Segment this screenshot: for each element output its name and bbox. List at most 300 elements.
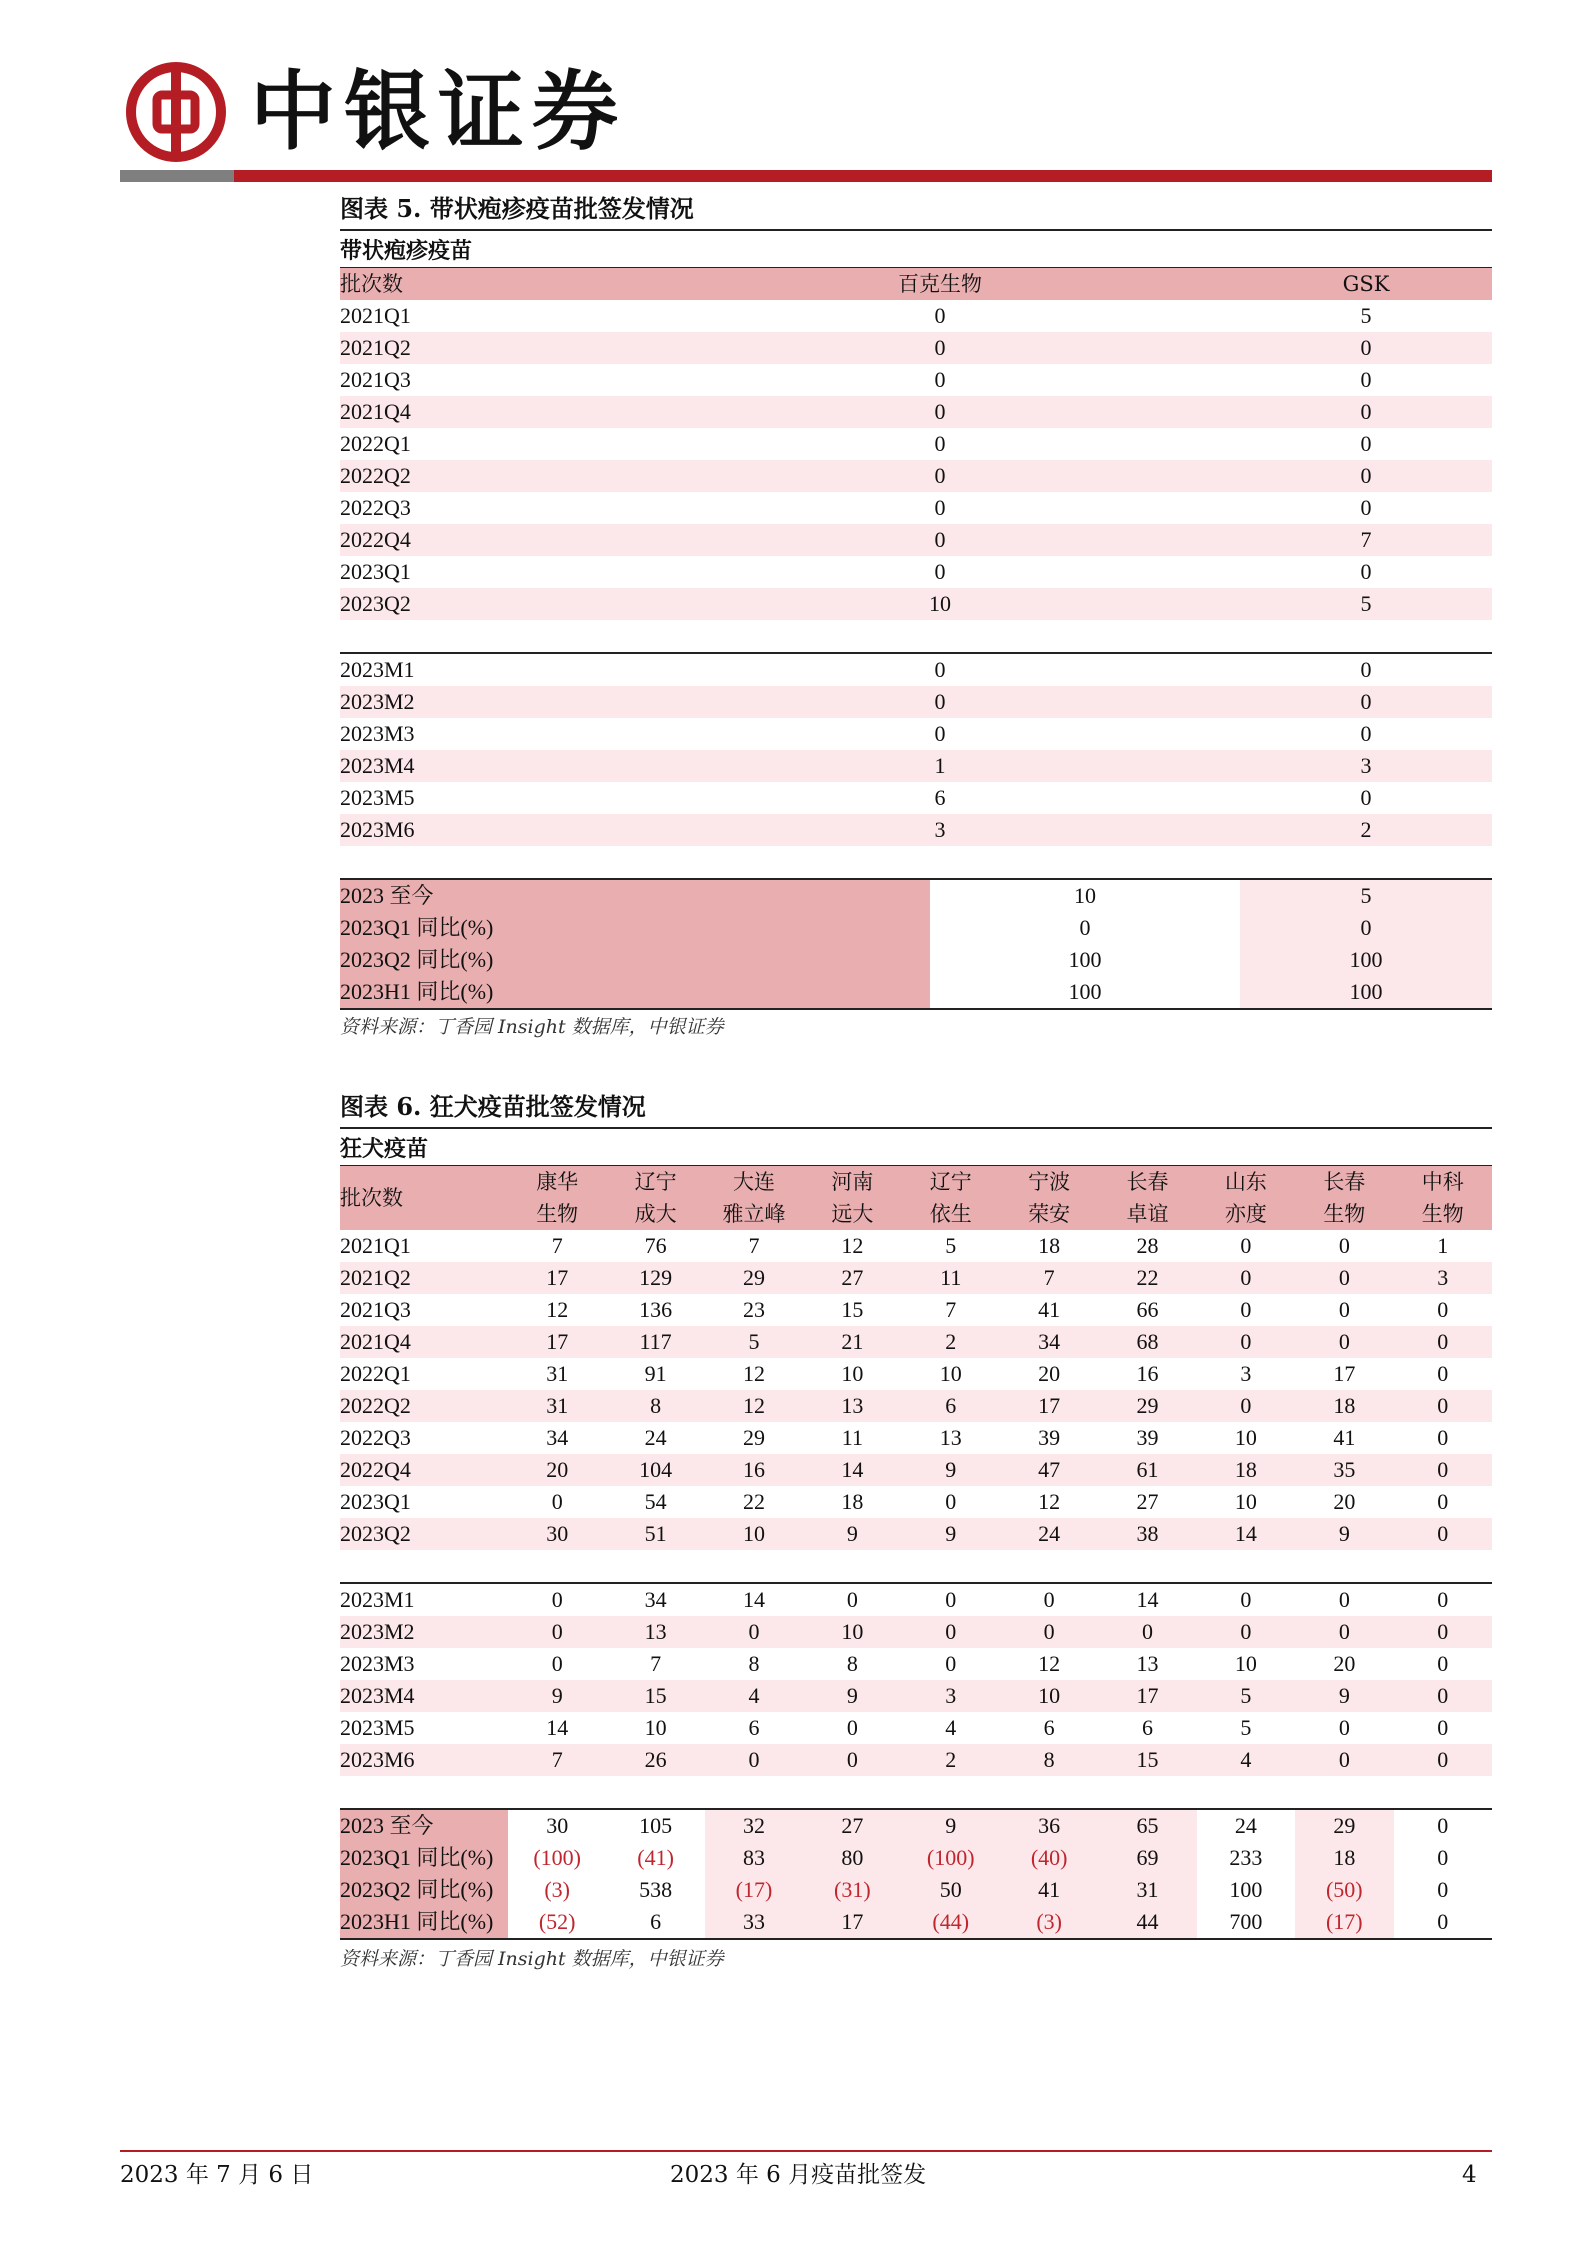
fig6-row-label: 2022Q4 [340,1457,411,1482]
fig6-table [340,1166,1492,1940]
fig6-col-header [803,1166,901,1230]
fig6-cell: (3) [544,1877,571,1902]
fig5-table [340,268,1492,1010]
fig6-cell: 38 [1136,1521,1159,1546]
fig5-table-row [340,750,1492,782]
page-number: 4 [1462,2162,1477,2188]
bank-logo-icon [126,62,226,162]
fig5-col-header: 批次数 [340,272,403,296]
fig5-table-row [340,332,1492,364]
fig6-cell: 13 [841,1393,864,1418]
fig6-cell: 69 [1098,1842,1196,1874]
fig6-table-row [340,1390,1492,1422]
fig6-cell: 7 [945,1297,957,1322]
fig6-cell: 10 [742,1521,765,1546]
fig6-table-row [340,1262,1492,1294]
fig5-table-row [340,588,1492,620]
fig6-cell: 14 [841,1457,864,1482]
fig6-cell: (40) [1000,1842,1098,1874]
fig6-cell: 5 [945,1233,957,1258]
fig6-cell: 28 [1136,1233,1159,1258]
fig5-cell: 100 [1068,947,1102,972]
fig6-cell: 0 [846,1747,858,1772]
fig5-table-row [340,814,1492,846]
fig5-row-label: 2022Q1 [340,431,411,456]
fig5-row-label: 2023M2 [340,689,415,714]
fig6-col-header-line2: 荣安 [1028,1202,1071,1226]
fig6-cell: 27 [803,1809,901,1842]
fig5-cell: 0 [1360,495,1372,520]
fig6-cell: 83 [705,1842,803,1874]
fig6-cell: 0 [1437,1425,1449,1450]
fig6-cell: 0 [1437,1297,1449,1322]
fig6-cell: 3 [1437,1265,1449,1290]
fig6-col-header-line1: 长春 [1323,1170,1366,1194]
fig6-cell: 2 [945,1747,957,1772]
fig6-cell: 0 [1240,1233,1252,1258]
fig6-cell: 0 [1240,1393,1252,1418]
fig5-row-label: 2022Q2 [340,463,411,488]
fig6-cell: 51 [644,1521,667,1546]
fig6-cell: 0 [1394,1583,1492,1616]
fig6-cell: 8 [1043,1747,1055,1772]
fig5-cell: 5 [1360,303,1372,328]
fig6-table-row [340,1583,1492,1616]
fig6-cell: 0 [846,1715,858,1740]
fig6-cell: 4 [1240,1747,1252,1772]
fig5-summary-row [340,944,1492,976]
fig6-cell: 39 [1136,1425,1159,1450]
fig6-cell: 14 [705,1583,803,1616]
fig6-cell: 26 [644,1747,667,1772]
fig6-cell: 10 [1038,1683,1061,1708]
fig6-cell: 0 [1240,1329,1252,1354]
fig5-col-header: GSK [1342,272,1390,296]
fig6-cell: (52) [508,1906,606,1939]
fig6-cell: 0 [1437,1393,1449,1418]
fig5-cell: 5 [1360,591,1372,616]
fig6-cell: 91 [644,1361,667,1386]
fig5-cell: 7 [1360,527,1372,552]
fig6-summary-row [340,1842,1492,1874]
fig6-cell: 0 [551,1651,563,1676]
fig6-row-label: 2023Q1 同比(%) [340,1842,508,1874]
fig6-col-header-line1: 康华 [536,1170,579,1194]
fig6-row-label: 2021Q3 [340,1297,411,1322]
fig5-cell: 0 [934,303,946,328]
fig6-table-row [340,1230,1492,1262]
fig5-row-label: 2021Q2 [340,335,411,360]
fig6-row-label: 2022Q2 [340,1393,411,1418]
fig6-cell: 24 [1197,1809,1295,1842]
fig5-cell: 0 [934,431,946,456]
fig6-cell: 16 [1136,1361,1159,1386]
fig6-cell: 5 [748,1329,760,1354]
fig6-col-header-line2: 依生 [929,1202,972,1226]
fig5-row-label: 2023M1 [340,653,640,686]
fig6-cell: 129 [639,1265,673,1290]
fig6-cell: 54 [644,1489,667,1514]
fig6-cell: 5 [1240,1683,1252,1708]
fig6-cell: 0 [1338,1619,1350,1644]
fig6-cell: 0 [945,1651,957,1676]
fig6-cell: 10 [841,1361,864,1386]
fig6-cell: (17) [1295,1906,1393,1939]
fig6-cell: 6 [945,1393,957,1418]
fig6-cell: 3 [945,1683,957,1708]
fig6-summary-row [340,1874,1492,1906]
fig6-cell: 50 [902,1874,1000,1906]
fig6-row-label: 2023M4 [340,1683,415,1708]
fig6-cell: 20 [1333,1489,1356,1514]
fig5-source: 资料来源：丁香园 Insight 数据库，中银证券 [340,1016,724,1038]
fig6-col-header-line1: 辽宁 [634,1170,677,1194]
fig6-col-header-line1: 河南 [831,1170,874,1194]
fig6-cell: 10 [841,1619,864,1644]
fig6-table-row [340,1422,1492,1454]
fig6-cell: 0 [1338,1329,1350,1354]
fig6-cell: 31 [546,1393,569,1418]
fig6-cell: 5 [1240,1715,1252,1740]
fig6-cell: 538 [639,1877,673,1902]
fig6-cell: 18 [1295,1842,1393,1874]
header-bar-red [234,170,1492,182]
fig5-table-row [340,396,1492,428]
fig5-col-header: 百克生物 [898,272,982,296]
fig6-cell: 0 [902,1583,1000,1616]
fig6-cell: 34 [546,1425,569,1450]
fig5-cell: 0 [1360,431,1372,456]
fig6-table-row [340,1454,1492,1486]
fig6-cell: 0 [1240,1297,1252,1322]
fig6-col-header [1197,1166,1295,1230]
fig5-row-label: 2023 至今 [340,879,930,912]
fig6-cell: 7 [551,1233,563,1258]
fig6-cell: 104 [639,1457,673,1482]
fig5-row-label: 2023Q1 同比(%) [340,912,930,944]
fig6-cell: (44) [902,1906,1000,1939]
fig5-table-row [340,782,1492,814]
fig6-cell: 20 [1038,1361,1061,1386]
fig6-cell: 24 [644,1425,667,1450]
fig5-summary-row [340,976,1492,1009]
fig6-col-header [1295,1166,1393,1230]
fig5-table-row [340,460,1492,492]
fig6-col-header-line1: 辽宁 [929,1170,972,1194]
fig6-table-row [340,1294,1492,1326]
fig6-cell: 7 [748,1233,760,1258]
fig5-cell: 0 [934,463,946,488]
fig6-cell: 9 [846,1683,858,1708]
fig6-cell: 6 [748,1715,760,1740]
fig6-col-header [705,1166,803,1230]
fig6-row-header: 批次数 [340,1186,403,1210]
fig6-cell: 233 [1229,1845,1263,1870]
fig6-cell: 29 [742,1425,765,1450]
fig6-cell: 12 [841,1233,864,1258]
fig5-spacer [340,620,1492,653]
fig5-cell: 0 [1240,653,1492,686]
fig5-cell: 0 [1360,559,1372,584]
fig6-row-label: 2021Q4 [340,1329,411,1354]
fig6-cell: 13 [939,1425,962,1450]
fig5-cell: 10 [929,591,951,616]
fig6-cell: 10 [1234,1425,1257,1450]
fig5-cell: 0 [934,495,946,520]
fig6-cell: 66 [1136,1297,1159,1322]
fig6-cell: 0 [1437,1683,1449,1708]
fig6-row-label: 2023 至今 [340,1809,508,1842]
fig5-cell: 0 [934,689,946,714]
fig6-cell: 20 [1333,1651,1356,1676]
fig6-cell: 44 [1098,1906,1196,1939]
fig6-cell: 0 [1437,1457,1449,1482]
fig6-cell: 36 [1000,1809,1098,1842]
fig5-table-row [340,428,1492,460]
fig6-cell: 47 [1038,1457,1061,1482]
fig5-table-row [340,364,1492,396]
fig6-cell: 31 [546,1361,569,1386]
fig6-cell: 80 [803,1842,901,1874]
fig6-cell: 0 [1437,1361,1449,1386]
fig5-title-rule [340,229,1492,231]
fig6-cell: 0 [1295,1583,1393,1616]
fig6-cell: 6 [606,1906,704,1939]
fig5-cell: 0 [934,367,946,392]
fig6-cell: 29 [1136,1393,1159,1418]
fig6-col-header-line2: 远大 [831,1202,874,1226]
footer-title: 2023 年 6 月疫苗批签发 [670,2162,927,2188]
fig6-cell: 13 [1136,1651,1159,1676]
fig6-col-header-line1: 大连 [732,1170,775,1194]
fig6-cell: (50) [1295,1874,1393,1906]
fig5-row-label: 2021Q1 [340,303,411,328]
fig6-cell: 0 [1437,1651,1449,1676]
fig6-cell: (31) [803,1874,901,1906]
fig6-cell: 23 [742,1297,765,1322]
fig5-table-row [340,686,1492,718]
fig6-cell: 700 [1197,1906,1295,1939]
fig5-row-label: 2023M4 [340,753,415,778]
fig6-cell: (100) [902,1842,1000,1874]
fig6-cell: 0 [1437,1715,1449,1740]
fig6-cell: 17 [1333,1361,1356,1386]
fig5-cell: 3 [1360,753,1372,778]
fig5-cell: 0 [934,721,946,746]
fig5-row-label: 2023Q2 [340,591,411,616]
fig6-cell: 18 [1038,1233,1061,1258]
fig6-cell: 33 [705,1906,803,1939]
fig6-row-label: 2023M5 [340,1715,415,1740]
fig6-table-row [340,1712,1492,1744]
fig5-cell: 0 [640,653,1240,686]
fig5-header-row [340,268,1492,300]
fig6-cell: 117 [639,1329,672,1354]
fig5-cell: 0 [934,527,946,552]
fig6-cell: 17 [1038,1393,1061,1418]
fig6-cell: 15 [1136,1747,1159,1772]
fig6-cell: 18 [841,1489,864,1514]
fig6-cell: 13 [644,1619,667,1644]
fig6-cell: 15 [644,1683,667,1708]
fig6-header-row [340,1166,1492,1230]
fig6-cell: 0 [1000,1583,1098,1616]
fig5-cell: 0 [1079,915,1091,940]
fig5-table-row [340,524,1492,556]
fig5-cell: 3 [934,817,946,842]
fig6-cell: 21 [841,1329,864,1354]
fig6-table-row [340,1680,1492,1712]
fig6-cell: 30 [508,1809,606,1842]
fig5-row-label: 2023Q1 [340,559,411,584]
fig6-cell: 41 [1333,1425,1356,1450]
fig6-col-header-line2: 卓谊 [1126,1202,1169,1226]
fig6-table-row [340,1326,1492,1358]
fig6-table-row [340,1486,1492,1518]
fig6-cell: 4 [945,1715,957,1740]
fig5-cell: 0 [1360,785,1372,810]
fig6-cell: 18 [1234,1457,1257,1482]
fig6-table-row [340,1616,1492,1648]
fig6-col-header-line2: 雅立峰 [722,1202,786,1226]
fig6-cell: 6 [1043,1715,1055,1740]
fig6-row-label: 2022Q1 [340,1361,411,1386]
fig6-cell: 41 [1000,1874,1098,1906]
fig6-cell: 32 [705,1809,803,1842]
fig5-cell: 0 [1240,912,1492,944]
fig6-cell: 0 [1394,1906,1492,1939]
fig6-cell: 41 [1038,1297,1061,1322]
fig6-cell: 0 [1437,1329,1449,1354]
fig6-cell: 0 [1338,1233,1350,1258]
fig6-cell: 2 [945,1329,957,1354]
fig6-cell: 12 [1038,1489,1061,1514]
fig6-cell: 61 [1136,1457,1159,1482]
fig6-cell: 9 [551,1683,563,1708]
fig5-cell: 0 [1360,367,1372,392]
fig5-row-label: 2023M6 [340,817,415,842]
fig6-cell: 14 [1234,1521,1257,1546]
fig6-col-header [902,1166,1000,1230]
fig6-cell: 6 [1142,1715,1154,1740]
fig6-col-header [508,1166,606,1230]
fig6-row-label: 2021Q1 [340,1233,411,1258]
fig6-row-label: 2023M6 [340,1747,415,1772]
fig6-cell: 0 [945,1619,957,1644]
fig6-cell: 7 [1043,1265,1055,1290]
brand-name: 中银证券 [250,61,626,162]
fig5-cell: 100 [1240,944,1492,976]
fig5-title: 图表 5. 带状疱疹疫苗批签发情况 [340,194,694,223]
fig6-cell: 0 [1338,1747,1350,1772]
fig6-row-label: 2022Q3 [340,1425,411,1450]
fig6-cell: 9 [1338,1683,1350,1708]
fig5-cell: 0 [1360,721,1372,746]
fig6-cell: 34 [606,1583,704,1616]
fig6-table-row [340,1648,1492,1680]
fig6-cell: 0 [1043,1619,1055,1644]
fig6-cell: 0 [1197,1583,1295,1616]
fig5-cell: 100 [930,976,1240,1009]
fig6-col-header [1098,1166,1196,1230]
fig6-cell: 29 [1295,1809,1393,1842]
fig6-cell: 8 [748,1651,760,1676]
fig6-cell: 76 [644,1233,667,1258]
fig6-cell: 22 [742,1489,765,1514]
fig6-cell: 12 [742,1393,765,1418]
fig6-cell: 0 [1240,1265,1252,1290]
fig6-cell: 0 [803,1583,901,1616]
fig6-cell: 9 [945,1457,957,1482]
fig6-cell: 136 [639,1297,673,1322]
fig6-title: 图表 6. 狂犬疫苗批签发情况 [340,1092,646,1121]
fig5-table-row [340,718,1492,750]
fig6-cell: (41) [637,1845,674,1870]
fig6-cell: 0 [748,1747,760,1772]
fig6-table-row [340,1358,1492,1390]
fig6-col-header-line1: 长春 [1126,1170,1169,1194]
fig6-cell: 17 [546,1265,569,1290]
fig6-cell: 35 [1333,1457,1356,1482]
fig6-cell: 9 [945,1521,957,1546]
fig6-cell: 14 [546,1715,569,1740]
fig6-cell: 39 [1038,1425,1061,1450]
fig6-table-row [340,1744,1492,1776]
fig6-cell: 15 [841,1297,864,1322]
fig5-cell: 0 [1360,463,1372,488]
fig6-cell: 9 [1338,1521,1350,1546]
fig6-summary-row [340,1809,1492,1842]
fig6-cell: 3 [1240,1361,1252,1386]
fig5-row-label: 2022Q3 [340,495,411,520]
fig6-cell: 17 [1136,1683,1159,1708]
fig6-row-label: 2023H1 同比(%) [340,1906,508,1939]
fig5-cell: 0 [934,335,946,360]
fig6-cell: 0 [1394,1809,1492,1842]
fig6-cell: 17 [546,1329,569,1354]
fig6-row-label: 2023Q2 [340,1521,411,1546]
fig6-cell: 30 [546,1521,569,1546]
fig5-summary-row [340,879,1492,912]
fig6-cell: 4 [748,1683,760,1708]
fig6-source: 资料来源：丁香园 Insight 数据库，中银证券 [340,1948,724,1970]
fig5-row-label: 2022Q4 [340,527,411,552]
fig6-col-header-line2: 生物 [536,1202,579,1226]
fig5-cell: 0 [1360,689,1372,714]
fig6-col-header [606,1166,704,1230]
fig5-table-row [340,653,1492,686]
fig6-cell: 0 [1338,1265,1350,1290]
fig6-cell: 65 [1098,1809,1196,1842]
fig6-cell: 0 [1437,1877,1449,1902]
fig6-cell: 10 [939,1361,962,1386]
fig5-cell: 10 [930,879,1240,912]
fig6-cell: 0 [1240,1619,1252,1644]
fig6-cell: 0 [1338,1715,1350,1740]
fig6-col-header-line1: 中科 [1421,1170,1464,1194]
fig6-cell: 105 [606,1809,704,1842]
fig5-cell: 5 [1240,879,1492,912]
fig5-row-label: 2021Q3 [340,367,411,392]
fig6-cell: 29 [742,1265,765,1290]
fig5-summary-row [340,912,1492,944]
fig6-col-header [1000,1166,1098,1230]
fig5-cell: 6 [934,785,946,810]
fig6-cell: 10 [1234,1489,1257,1514]
fig6-table-row [340,1518,1492,1550]
fig6-col-header-line1: 山东 [1224,1170,1267,1194]
fig6-title-rule [340,1127,1492,1129]
